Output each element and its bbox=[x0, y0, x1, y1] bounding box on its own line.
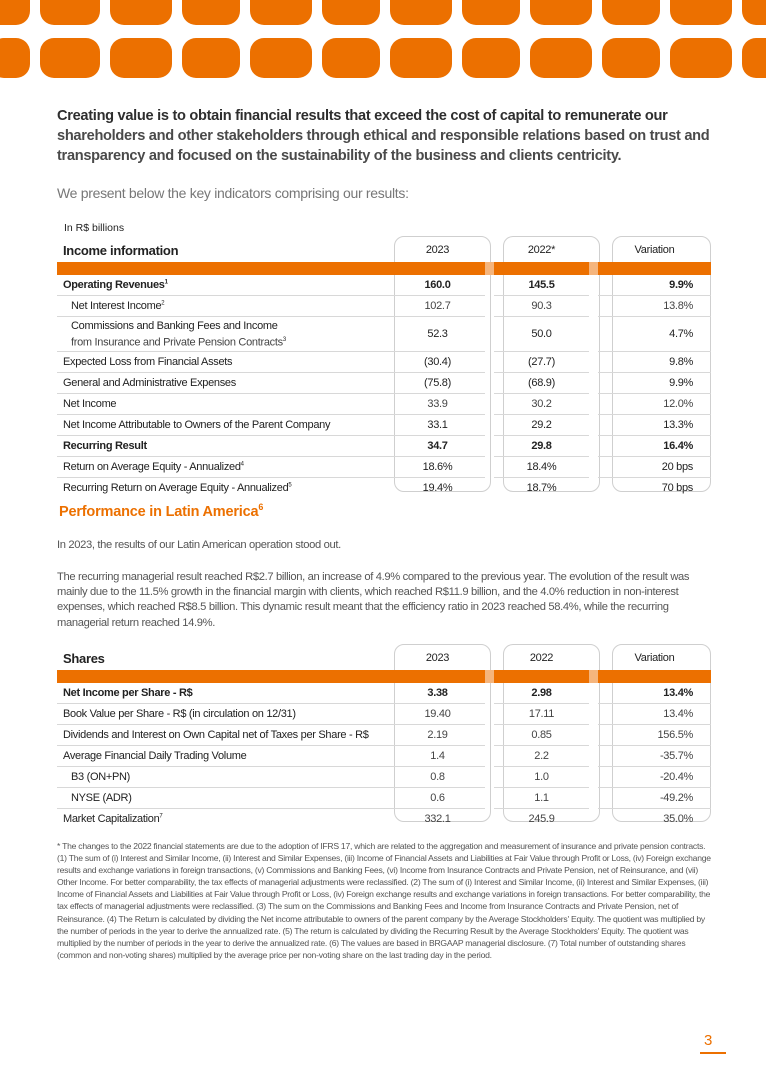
shares-col-2023: 2023 bbox=[425, 652, 450, 664]
table-row: Net Income Attributable to Owners of the Parent Company 33.1 29.2 13.3% bbox=[57, 415, 711, 436]
lead-text: We present below the key indicators comprising our results: bbox=[57, 185, 409, 201]
table-row: Net Interest Income$^2$ 102.7 90.3 13.8% bbox=[57, 296, 711, 317]
page-number-underline bbox=[700, 1052, 726, 1054]
page-number: 3 bbox=[704, 1032, 713, 1049]
table-row: Expected Loss from Financial Assets (30.4) (27.7) 9.8% bbox=[57, 352, 711, 373]
footnotes: * The changes to the 2022 financial statements are due to the adoption of IFRS 17, which are related to the aggregation and measurement of insurance and private pension contracts. (1) The sum of (i) Interest and Similar Income, (ii) Interest and Similar Expenses, (iii) Income of Financial Assets and Liabilities at Fair Value through Profit or Loss, (iv) Foreign exchange results and exchange variations in foreign transactions, (v) Commissions and Banking Fees, (vi) Income from Insurance Contracts and Private Pension, net of Reinsurance, and (vii) Other Income. For better comparability, the tax effects of managerial adjustments were reclassified. (2) The sum of (i) Interest and Similar Income, (ii) Interest and Similar Expenses, (iii) Income of Financial Assets and Liabilities at Fair Value through Profit or Loss, (iv) Foreign exchange results and exchange variations in foreign transactions. For better comparability, the tax effects of managerial adjustments were reclassified. (3) The sum on the Commissions and Banking Fees and Income from Insurance Contracts and Private Pension, net of Reinsurance. (4) The Return is calculated by dividing the Net income attributable to owners of the parent company by the Average Stockholders' Equity. The quotient was multiplied by the number of periods in the year to derive the annualized rate. (5) The return is calculated by dividing the Recurring Result by the Average Stockholders' Equity. The quotient was multiplied by the number of periods in the year to derive the annualized rate. (6) The values are based in BRGAAP managerial disclosure. (7) Total number of outstanding shares (common and non-voting shares) multiplied by the average price per non-voting share on the last trading day in the period. bbox=[57, 841, 711, 960]
shares-title: Shares bbox=[63, 650, 105, 666]
table-row: NYSE (ADR) 0.6 1.1 -49.2% bbox=[57, 788, 711, 809]
table-row: Dividends and Interest on Own Capital net of Taxes per Share - R$ 2.19 0.85 156.5% bbox=[57, 725, 711, 746]
shares-col-variation: Variation bbox=[634, 652, 675, 664]
table-row: Net Income per Share - R$ 3.38 2.98 13.4% bbox=[57, 683, 711, 704]
intro-statement bbox=[57, 106, 717, 166]
table-row: General and Administrative Expenses (75.8) (68.9) 9.9% bbox=[57, 373, 711, 394]
shares-table bbox=[57, 646, 711, 829]
table-row: Recurring Return on Average Equity - Annualized$^5$ 19.4% 18.7% 70 bps bbox=[63, 482, 693, 494]
latam-section-title: Performance in Latin America$^6$ bbox=[59, 502, 264, 520]
income-col-2023: 2023 bbox=[425, 244, 450, 256]
latam-paragraph-2: The recurring managerial result reached R$2.7 billion, an increase of 4.9% compared to the previous year. The evolution of the result was mainly due to the 11.5% growth in the financial margin with clients, which reached R$11.9 billion, and the 4.0% reduction in non-interest expenses, which reached R$8.5 billion. This dynamic result meant that the efficiency ratio in 2023 reached 58.4%, while the recurring managerial return reached 14.9%. bbox=[57, 571, 690, 629]
table-row: Commissions and Banking Fees and Income from Insurance and Private Pension Contracts$^3$ 52.3 50.0 4.7% bbox=[57, 317, 711, 352]
intro-rest: shareholders and other stakeholders through ethical and responsible relations based on trust and transparency and focused on the sustainability of the business and clients centricity. bbox=[57, 128, 710, 164]
latam-paragraph-1: In 2023, the results of our Latin American operation stood out. bbox=[57, 539, 341, 551]
table-row: B3 (ON+PN) 0.8 1.0 -20.4% bbox=[57, 767, 711, 788]
income-col-variation: Variation bbox=[634, 244, 675, 256]
table-row: Book Value per Share - R$ (in circulation on 12/31) 19.40 17.11 13.4% bbox=[57, 704, 711, 725]
table-row: Net Income 33.9 30.2 12.0% bbox=[57, 394, 711, 415]
shares-col-2022: 2022 bbox=[529, 652, 554, 664]
table-row: Average Financial Daily Trading Volume 1.4 2.2 -35.7% bbox=[57, 746, 711, 767]
income-col-2022: 2022* bbox=[527, 244, 556, 256]
table-row: Market Capitalization$^7$ 332.1 245.9 35.0% bbox=[63, 813, 693, 825]
table-row: Operating Revenues$^1$ 160.0 145.5 9.9% bbox=[57, 275, 711, 296]
income-table bbox=[57, 238, 711, 498]
intro-bold: Creating value is to obtain financial results that exceed the cost of capital to remunerate our bbox=[57, 108, 668, 124]
table-row: Return on Average Equity - Annualized$^4$ 18.6% 18.4% 20 bps bbox=[57, 457, 711, 478]
income-title: Income information bbox=[63, 242, 179, 258]
units-label: In R$ billions bbox=[64, 222, 125, 234]
table-row: Recurring Result 34.7 29.8 16.4% bbox=[57, 436, 711, 457]
decorative-top-pattern bbox=[0, 0, 766, 90]
